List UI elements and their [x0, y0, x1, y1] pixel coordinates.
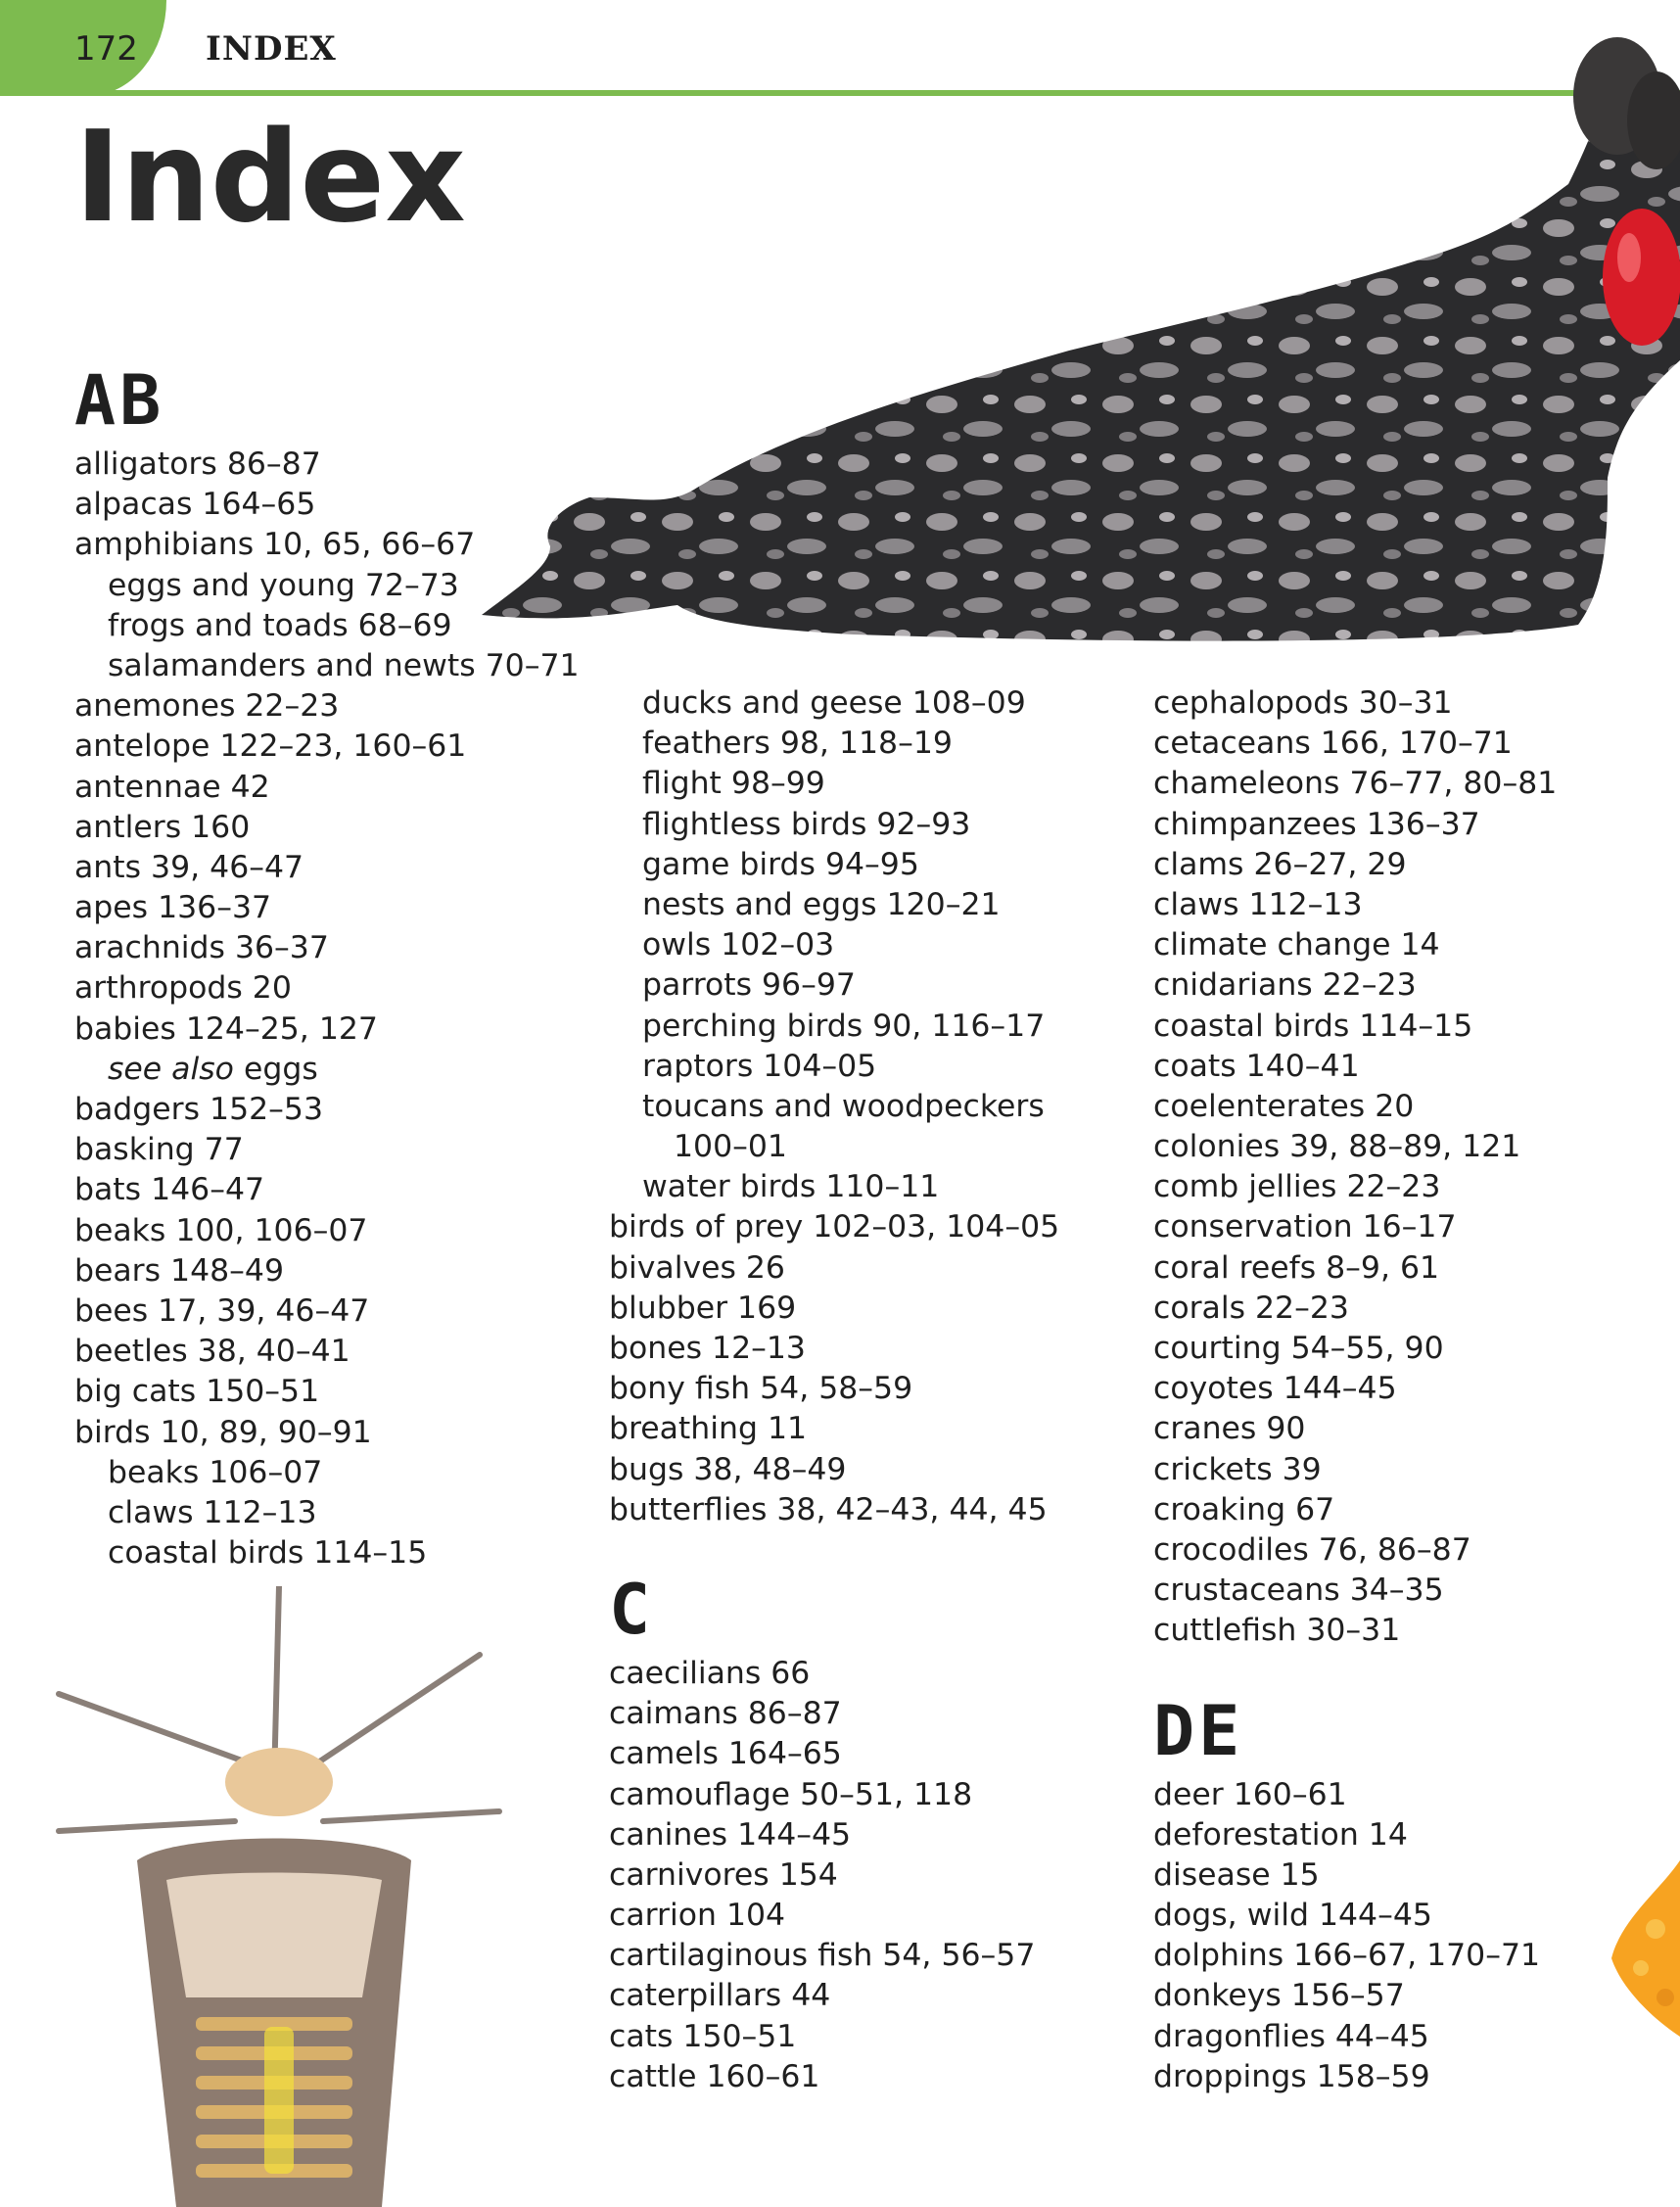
index-entry: crustaceans 34–35: [1153, 1573, 1444, 1609]
see-also-target: eggs: [233, 1051, 318, 1087]
index-subentry: beaks 106–07: [108, 1454, 323, 1490]
index-entry: clams 26–27, 29: [1153, 846, 1407, 882]
index-subentry: owls 102–03: [642, 927, 835, 963]
index-entry: bony fish 54, 58–59: [609, 1371, 913, 1407]
index-subentry: nests and eggs 120–21: [642, 886, 1001, 922]
index-entry: coral reefs 8–9, 61: [1153, 1249, 1440, 1286]
index-subentry: parrots 96–97: [642, 967, 856, 1004]
index-entry: beaks 100, 106–07: [74, 1212, 368, 1248]
index-entry: comb jellies 22–23: [1153, 1169, 1441, 1205]
index-entry: bees 17, 39, 46–47: [74, 1292, 370, 1329]
index-entry: ants 39, 46–47: [74, 849, 304, 885]
index-entry: amphibians 10, 65, 66–67: [74, 527, 476, 563]
index-entry: antelope 122–23, 160–61: [74, 728, 467, 765]
index-entry: breathing 11: [609, 1411, 808, 1447]
index-entry: crocodiles 76, 86–87: [1153, 1531, 1471, 1568]
index-entry: butterflies 38, 42–43, 44, 45: [609, 1491, 1048, 1527]
index-entry: corals 22–23: [1153, 1290, 1349, 1326]
index-subentry: salamanders and newts 70–71: [108, 647, 580, 683]
index-entry: disease 15: [1153, 1856, 1320, 1893]
index-entry: carnivores 154: [609, 1856, 838, 1893]
index-entry: bivalves 26: [609, 1249, 785, 1286]
index-continuation: 100–01: [674, 1129, 787, 1165]
index-entry: cuttlefish 30–31: [1153, 1613, 1401, 1649]
index-entry: camouflage 50–51, 118: [609, 1776, 973, 1812]
index-entry: droppings 158–59: [1153, 2058, 1430, 2094]
index-entry: dogs, wild 144–45: [1153, 1898, 1432, 1934]
index-entry: coastal birds 114–15: [1153, 1008, 1473, 1044]
index-entry: coats 140–41: [1153, 1048, 1360, 1084]
index-subentry: game birds 94–95: [642, 846, 919, 882]
index-entry: carrion 104: [609, 1898, 786, 1934]
index-entry: chimpanzees 136–37: [1153, 806, 1480, 842]
index-entry: bats 146–47: [74, 1172, 265, 1208]
page-title: Index: [74, 105, 466, 251]
index-subentry: flightless birds 92–93: [642, 806, 971, 842]
index-entry: arthropods 20: [74, 970, 292, 1007]
index-subentry: flight 98–99: [642, 766, 825, 802]
index-entry: caecilians 66: [609, 1655, 811, 1691]
index-entry: birds 10, 89, 90–91: [74, 1414, 372, 1450]
index-subentry: ducks and geese 108–09: [642, 685, 1026, 721]
index-subentry: coastal birds 114–15: [108, 1535, 428, 1572]
index-subentry: feathers 98, 118–19: [642, 726, 953, 762]
index-subentry: eggs and young 72–73: [108, 567, 459, 603]
index-entry: beetles 38, 40–41: [74, 1334, 350, 1370]
index-entry: cattle 160–61: [609, 2058, 820, 2094]
index-entry: canines 144–45: [609, 1816, 852, 1853]
index-subentry: claws 112–13: [108, 1494, 317, 1530]
index-subentry: [74, 1050, 580, 1090]
index-column-2: [609, 683, 1059, 2097]
index-column-1: [74, 356, 580, 1573]
index-entry: bears 148–49: [74, 1252, 285, 1289]
index-entry: dragonflies 44–45: [1153, 2018, 1429, 2054]
section-heading: DE: [1153, 1690, 1244, 1771]
index-entry: conservation 16–17: [1153, 1209, 1457, 1245]
index-entry: bones 12–13: [609, 1331, 806, 1366]
worm-image: [39, 1586, 509, 2207]
index-entry: camels 164–65: [609, 1736, 842, 1772]
index-entry: apes 136–37: [74, 890, 272, 926]
index-entry: climate change 14: [1153, 927, 1440, 963]
index-entry: cetaceans 166, 170–71: [1153, 726, 1513, 762]
index-entry: bugs 38, 48–49: [609, 1451, 847, 1487]
index-entry: caimans 86–87: [609, 1696, 842, 1732]
index-entry: colonies 39, 88–89, 121: [1153, 1129, 1521, 1165]
index-subentry: perching birds 90, 116–17: [642, 1008, 1046, 1044]
index-entry: cats 150–51: [609, 2018, 797, 2054]
index-entry: coelenterates 20: [1153, 1088, 1415, 1124]
index-entry: babies 124–25, 127: [74, 1010, 378, 1047]
index-entry: basking 77: [74, 1132, 244, 1168]
seal-image: [482, 37, 1680, 664]
index-entry: deer 160–61: [1153, 1776, 1347, 1812]
index-entry: chameleons 76–77, 80–81: [1153, 766, 1558, 802]
index-subentry: frogs and toads 68–69: [108, 607, 452, 643]
index-entry: alpacas 164–65: [74, 487, 316, 523]
index-column-3: [1153, 683, 1557, 2097]
index-entry: arachnids 36–37: [74, 930, 329, 966]
index-entry: cephalopods 30–31: [1153, 685, 1453, 721]
running-head: INDEX: [206, 29, 337, 69]
section-heading: AB: [74, 360, 165, 441]
page-number: 172: [74, 29, 138, 69]
index-entry: anemones 22–23: [74, 688, 340, 725]
index-subentry: water birds 110–11: [642, 1169, 940, 1205]
index-entry: donkeys 156–57: [1153, 1978, 1405, 2014]
index-entry: cranes 90: [1153, 1411, 1306, 1447]
index-entry: deforestation 14: [1153, 1816, 1408, 1853]
index-entry: antlers 160: [74, 809, 251, 845]
index-entry: courting 54–55, 90: [1153, 1331, 1444, 1366]
index-entry: crickets 39: [1153, 1451, 1322, 1487]
index-entry: blubber 169: [609, 1290, 797, 1326]
index-entry: croaking 67: [1153, 1491, 1335, 1527]
index-entry: coyotes 144–45: [1153, 1371, 1397, 1407]
index-subentry: toucans and woodpeckers: [642, 1088, 1045, 1124]
index-entry: big cats 150–51: [74, 1374, 320, 1410]
index-entry: dolphins 166–67, 170–71: [1153, 1938, 1541, 1974]
index-entry: birds of prey 102–03, 104–05: [609, 1209, 1060, 1245]
index-entry: badgers 152–53: [74, 1092, 323, 1127]
index-entry: caterpillars 44: [609, 1978, 831, 2014]
index-entry: cartilaginous fish 54, 56–57: [609, 1938, 1036, 1974]
see-also-label: see also: [108, 1051, 234, 1087]
index-entry: cnidarians 22–23: [1153, 967, 1417, 1004]
coral-image: [1602, 1860, 1680, 2037]
section-heading: C: [609, 1569, 655, 1650]
index-entry: alligators 86–87: [74, 446, 321, 482]
index-subentry: raptors 104–05: [642, 1048, 877, 1084]
index-entry: claws 112–13: [1153, 886, 1363, 922]
index-entry: antennae 42: [74, 769, 270, 805]
